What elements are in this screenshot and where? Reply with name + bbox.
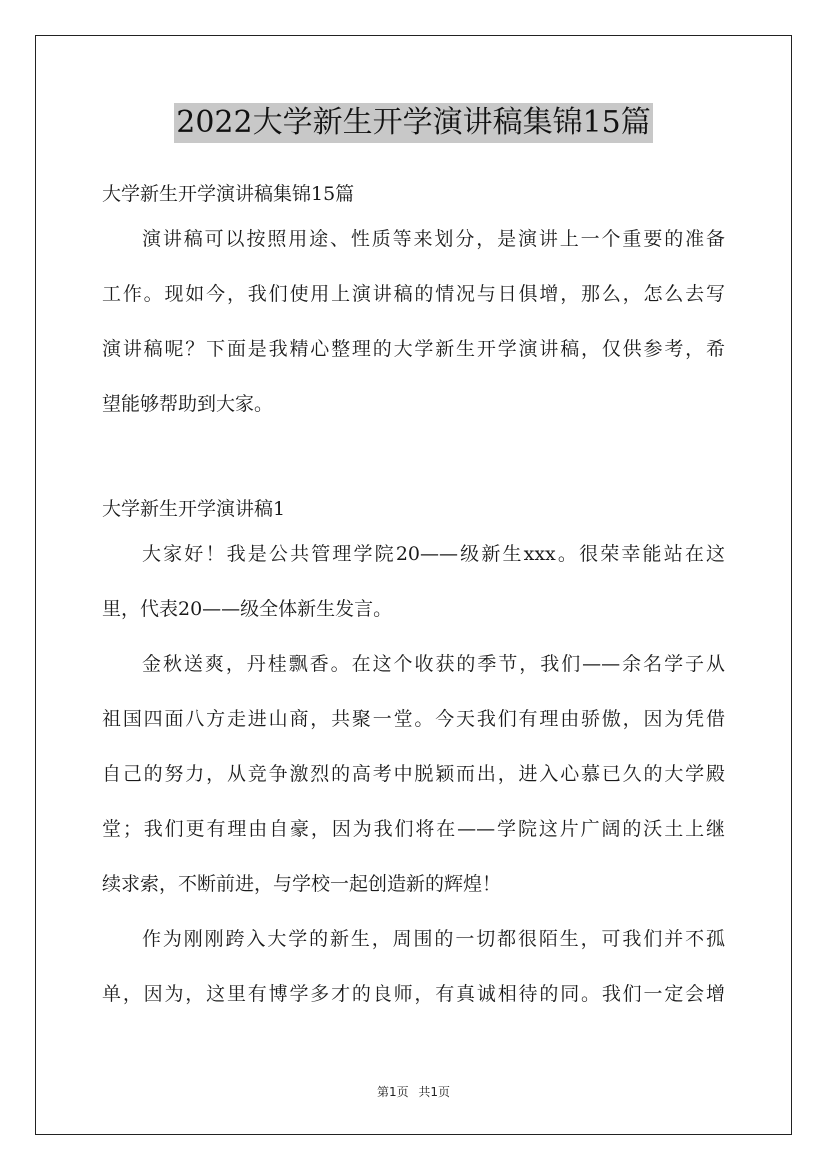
paragraph-line: 金秋送爽，丹桂飘香。在这个收获的季节，我们——余名学子从 <box>142 653 725 675</box>
document-body <box>102 174 725 1014</box>
paragraph-1 <box>102 534 725 629</box>
paragraph-3 <box>102 919 725 1014</box>
paragraph-line: 望能够帮助到大家。 <box>102 393 274 415</box>
paragraph-line: 里，代表20——级全体新生发言。 <box>102 598 393 620</box>
intro-paragraph <box>102 219 725 424</box>
paragraph-line: 续求索，不断前进，与学校一起创造新的辉煌！ <box>102 873 502 895</box>
title-container <box>0 103 827 143</box>
paragraph-line: 祖国四面八方走进山商，共聚一堂。今天我们有理由骄傲，因为凭借 <box>102 708 725 730</box>
paragraph-line: 工作。现如今，我们使用上演讲稿的情况与日俱增，那么，怎么去写 <box>102 283 725 305</box>
paragraph-line: 作为刚刚跨入大学的新生，周围的一切都很陌生，可我们并不孤 <box>142 928 725 950</box>
document-subtitle: 大学新生开学演讲稿集锦15篇 <box>102 183 355 205</box>
paragraph-2 <box>102 644 725 904</box>
paragraph-line: 单，因为，这里有博学多才的良师，有真诚相待的同。我们一定会增 <box>102 983 725 1005</box>
paragraph-line: 大家好！我是公共管理学院20——级新生xxx。很荣幸能站在这 <box>142 543 725 565</box>
page-footer: 第1页 共1页 <box>376 1085 451 1099</box>
paragraph-line: 演讲稿可以按照用途、性质等来划分，是演讲上一个重要的准备 <box>142 228 725 250</box>
paragraph-line: 自己的努力，从竞争激烈的高考中脱颖而出，进入心慕已久的大学殿 <box>102 763 725 785</box>
paragraph-line: 堂；我们更有理由自豪，因为我们将在——学院这片广阔的沃土上继 <box>102 818 725 840</box>
section-heading: 大学新生开学演讲稿1 <box>102 498 286 520</box>
document-title: 2022大学新生开学演讲稿集锦15篇 <box>174 103 653 143</box>
paragraph-line: 演讲稿呢？下面是我精心整理的大学新生开学演讲稿，仅供参考，希 <box>102 338 725 360</box>
